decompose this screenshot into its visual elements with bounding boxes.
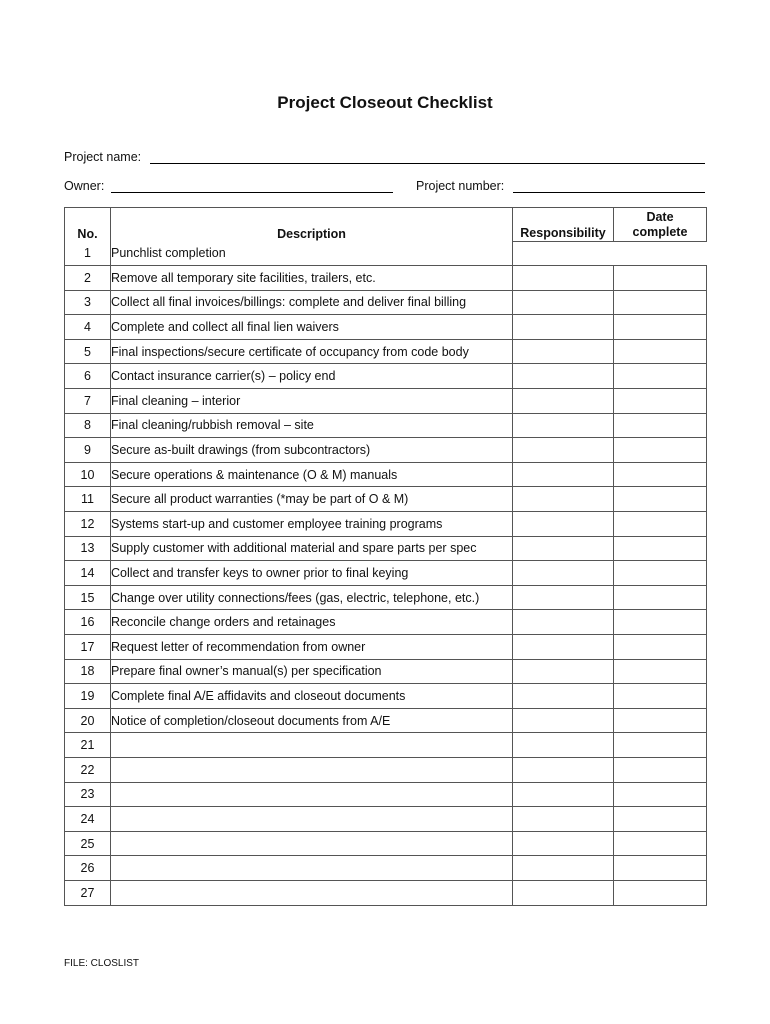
row-number: 3: [65, 290, 111, 315]
row-description: Final inspections/secure certificate of occupancy from code body: [111, 339, 513, 364]
date-complete-cell[interactable]: [614, 561, 707, 586]
responsibility-cell[interactable]: [513, 659, 614, 684]
header-responsibility: Responsibility: [513, 208, 614, 242]
project-name-label: Project name:: [64, 150, 142, 164]
table-row: [65, 807, 707, 832]
checklist-table: [64, 207, 707, 906]
page-title: Project Closeout Checklist: [277, 93, 493, 112]
responsibility-cell[interactable]: [513, 512, 614, 537]
table-row: [65, 561, 707, 586]
date-complete-cell[interactable]: [614, 708, 707, 733]
date-complete-cell[interactable]: [614, 413, 707, 438]
responsibility-cell[interactable]: [513, 536, 614, 561]
row-description: [111, 807, 513, 832]
table-row: [65, 831, 707, 856]
row-number: 1: [65, 242, 111, 266]
header-date-line1: Date: [646, 210, 674, 224]
responsibility-cell[interactable]: [513, 610, 614, 635]
responsibility-cell[interactable]: [513, 339, 614, 364]
row-description: Remove all temporary site facilities, trailers, etc.: [111, 266, 513, 291]
date-complete-cell[interactable]: [614, 462, 707, 487]
date-complete-cell[interactable]: [614, 684, 707, 709]
row-number: 19: [65, 684, 111, 709]
date-complete-cell[interactable]: [614, 831, 707, 856]
row-description: Change over utility connections/fees (gas, electric, telephone, etc.): [111, 585, 513, 610]
row-description: Collect all final invoices/billings: complete and deliver final billing: [111, 290, 513, 315]
date-complete-cell[interactable]: [614, 733, 707, 758]
row-number: 22: [65, 757, 111, 782]
row-description: Secure as-built drawings (from subcontractors): [111, 438, 513, 463]
responsibility-cell[interactable]: [513, 807, 614, 832]
table-row: [65, 684, 707, 709]
project-number-label: Project number:: [416, 179, 505, 193]
table-row: [65, 659, 707, 684]
date-complete-cell[interactable]: [614, 487, 707, 512]
row-number: 9: [65, 438, 111, 463]
responsibility-cell[interactable]: [513, 782, 614, 807]
date-complete-cell[interactable]: [614, 512, 707, 537]
date-complete-cell[interactable]: [614, 536, 707, 561]
table-row: [65, 413, 707, 438]
row-description: Systems start-up and customer employee training programs: [111, 512, 513, 537]
responsibility-cell[interactable]: [513, 635, 614, 660]
table-row: [65, 708, 707, 733]
row-number: 21: [65, 733, 111, 758]
date-complete-cell[interactable]: [614, 438, 707, 463]
date-complete-cell[interactable]: [614, 364, 707, 389]
table-row: [65, 880, 707, 905]
date-complete-cell[interactable]: [614, 585, 707, 610]
date-complete-cell[interactable]: [614, 290, 707, 315]
row-number: 8: [65, 413, 111, 438]
header-description: Description: [111, 208, 513, 242]
responsibility-cell[interactable]: [513, 708, 614, 733]
responsibility-cell[interactable]: [513, 733, 614, 758]
responsibility-cell[interactable]: [513, 266, 614, 291]
row-description: Complete final A/E affidavits and closeout documents: [111, 684, 513, 709]
table-row: [65, 290, 707, 315]
row-description: Contact insurance carrier(s) – policy end: [111, 364, 513, 389]
responsibility-cell[interactable]: [513, 880, 614, 905]
table-row: [65, 610, 707, 635]
table-row: [65, 462, 707, 487]
responsibility-cell[interactable]: [513, 290, 614, 315]
responsibility-cell[interactable]: [513, 856, 614, 881]
responsibility-cell[interactable]: [513, 757, 614, 782]
table-row: [65, 536, 707, 561]
row-number: 10: [65, 462, 111, 487]
responsibility-cell[interactable]: [513, 413, 614, 438]
row-number: 17: [65, 635, 111, 660]
date-complete-cell[interactable]: [614, 610, 707, 635]
header-no: No.: [65, 208, 111, 242]
row-number: 14: [65, 561, 111, 586]
row-description: Prepare final owner’s manual(s) per specification: [111, 659, 513, 684]
row-number: 2: [65, 266, 111, 291]
responsibility-cell[interactable]: [513, 315, 614, 340]
row-number: 7: [65, 389, 111, 414]
row-description: Supply customer with additional material and spare parts per spec: [111, 536, 513, 561]
row-description: Complete and collect all final lien waivers: [111, 315, 513, 340]
row-description: Notice of completion/closeout documents from A/E: [111, 708, 513, 733]
table-row: [65, 856, 707, 881]
row-number: 23: [65, 782, 111, 807]
row-number: 25: [65, 831, 111, 856]
table-row: [65, 438, 707, 463]
row-number: 15: [65, 585, 111, 610]
row-number: 16: [65, 610, 111, 635]
row-number: 27: [65, 880, 111, 905]
row-description: [111, 880, 513, 905]
row-description: [111, 831, 513, 856]
table-row: [65, 782, 707, 807]
row-number: 26: [65, 856, 111, 881]
responsibility-cell[interactable]: [513, 585, 614, 610]
date-complete-cell[interactable]: [614, 389, 707, 414]
date-complete-cell[interactable]: [614, 635, 707, 660]
row-description: Secure all product warranties (*may be part of O & M): [111, 487, 513, 512]
row-description: Collect and transfer keys to owner prior to final keying: [111, 561, 513, 586]
row-number: 24: [65, 807, 111, 832]
header-date-line2: complete: [632, 225, 688, 239]
row-description: Reconcile change orders and retainages: [111, 610, 513, 635]
row-description: [111, 757, 513, 782]
responsibility-cell[interactable]: [513, 389, 614, 414]
row-number: 12: [65, 512, 111, 537]
table-row: [65, 487, 707, 512]
date-complete-cell[interactable]: [614, 315, 707, 340]
table-row: [65, 242, 707, 266]
date-complete-cell[interactable]: [614, 880, 707, 905]
row-number: 20: [65, 708, 111, 733]
responsibility-cell[interactable]: [513, 561, 614, 586]
table-row: [65, 512, 707, 537]
table-row: [65, 389, 707, 414]
row-description: [111, 856, 513, 881]
project-number-field[interactable]: [513, 192, 705, 193]
row-description: Request letter of recommendation from owner: [111, 635, 513, 660]
date-complete-cell[interactable]: [614, 757, 707, 782]
responsibility-cell[interactable]: [513, 487, 614, 512]
table-row: [65, 585, 707, 610]
row-description: [111, 733, 513, 758]
row-number: 11: [65, 487, 111, 512]
row-description: [111, 782, 513, 807]
row-description: Final cleaning – interior: [111, 389, 513, 414]
responsibility-cell[interactable]: [513, 438, 614, 463]
date-complete-cell[interactable]: [614, 856, 707, 881]
table-row: [65, 757, 707, 782]
row-number: 5: [65, 339, 111, 364]
date-complete-cell[interactable]: [614, 782, 707, 807]
owner-field[interactable]: [111, 192, 393, 193]
table-row: [65, 733, 707, 758]
date-complete-cell[interactable]: [614, 339, 707, 364]
file-label: FILE: CLOSLIST: [64, 958, 140, 969]
row-number: 4: [65, 315, 111, 340]
row-number: 13: [65, 536, 111, 561]
row-description: Secure operations & maintenance (O & M) manuals: [111, 462, 513, 487]
row-number: 18: [65, 659, 111, 684]
table-header-row: [65, 208, 707, 242]
project-name-field[interactable]: [150, 163, 705, 164]
table-row: [65, 315, 707, 340]
responsibility-cell[interactable]: [513, 462, 614, 487]
table-row: [65, 364, 707, 389]
row-number: 6: [65, 364, 111, 389]
responsibility-cell[interactable]: [513, 364, 614, 389]
owner-label: Owner:: [64, 179, 105, 193]
row-description: Punchlist completion: [111, 242, 513, 266]
date-complete-cell[interactable]: [614, 266, 707, 291]
table-row: [65, 266, 707, 291]
date-complete-cell[interactable]: [614, 807, 707, 832]
table-row: [65, 339, 707, 364]
date-complete-cell[interactable]: [614, 659, 707, 684]
header-date-complete: [614, 208, 707, 242]
responsibility-cell[interactable]: [513, 831, 614, 856]
row-description: Final cleaning/rubbish removal – site: [111, 413, 513, 438]
table-row: [65, 635, 707, 660]
responsibility-cell[interactable]: [513, 684, 614, 709]
